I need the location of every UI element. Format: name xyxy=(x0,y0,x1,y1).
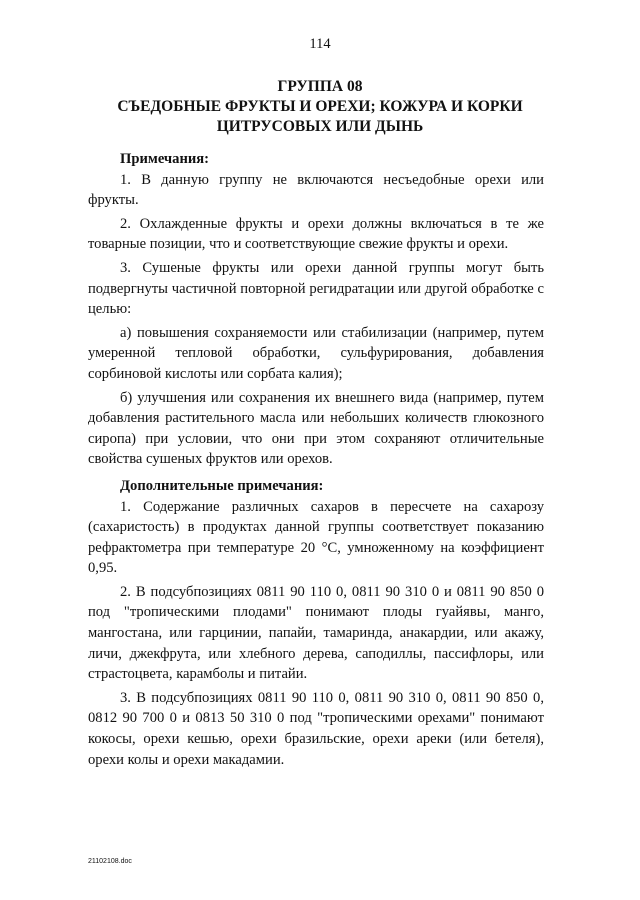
group-heading xyxy=(90,77,550,137)
additional-notes-title: Дополнительные примечания: xyxy=(120,477,324,494)
group-title-line-1: СЪЕДОБНЫЕ ФРУКТЫ И ОРЕХИ; КОЖУРА И КОРКИ xyxy=(117,98,523,115)
additional-note-item: 3. В подсубпозициях 0811 90 110 0, 0811 90 310 0, 0811 90 850 0, 0812 90 700 0 и 0813 50 310 0 под "тропическими орехами" понимают кокосы, орехи кешью, орехи бразильские, орехи ареки (или бетеля), орехи колы и орехи макадамии. xyxy=(88,689,544,768)
page-number: 114 xyxy=(309,36,331,52)
additional-note-item: 2. В подсубпозициях 0811 90 110 0, 0811 90 310 0 и 0811 90 850 0 под "тропическими плодами" понимают плоды гуайявы, манго, мангостана, или гарцинии, папайи, тамаринда, анакардии, или акажу, личи, джекфрута, или хлебного дерева, саподиллы, пассифлоры, или страстоцвета, карамболы и питайи. xyxy=(88,583,544,683)
note-subitem: а) повышения сохраняемости или стабилизации (например, путем умеренной тепловой обработки, сульфурирования, добавления сорбиновой кислоты или сорбата калия); xyxy=(88,324,544,382)
file-name-footer: 21102108.doc xyxy=(88,858,132,865)
group-number: ГРУППА 08 xyxy=(277,78,363,95)
notes-title: Примечания: xyxy=(120,151,210,167)
group-title-line-2: ЦИТРУСОВЫХ ИЛИ ДЫНЬ xyxy=(216,118,424,135)
additional-note-item: 1. Содержание различных сахаров в пересчете на сахарозу (сахаристость) в продуктах данной группы соответствует показанию рефрактометра при температуре 20 °С, умноженному на коэффициент 0,95. xyxy=(88,498,544,577)
note-subitem: б) улучшения или сохранения их внешнего вида (например, путем добавления растительного масла или небольших количеств глюкозного сиропа) при условии, что они при этом сохраняют отличительные свойства сушеных фруктов или орехов. xyxy=(88,389,544,468)
note-item: 1. В данную группу не включаются несъедобные орехи или фрукты. xyxy=(88,171,544,209)
note-item: 3. Сушеные фрукты или орехи данной группы могут быть подвергнуты частичной повторной регидратации или другой обработке с целью: xyxy=(88,259,544,318)
note-item: 2. Охлажденные фрукты и орехи должны включаться в те же товарные позиции, что и соответствующие свежие фрукты и орехи. xyxy=(88,215,544,253)
document-body xyxy=(88,149,544,770)
